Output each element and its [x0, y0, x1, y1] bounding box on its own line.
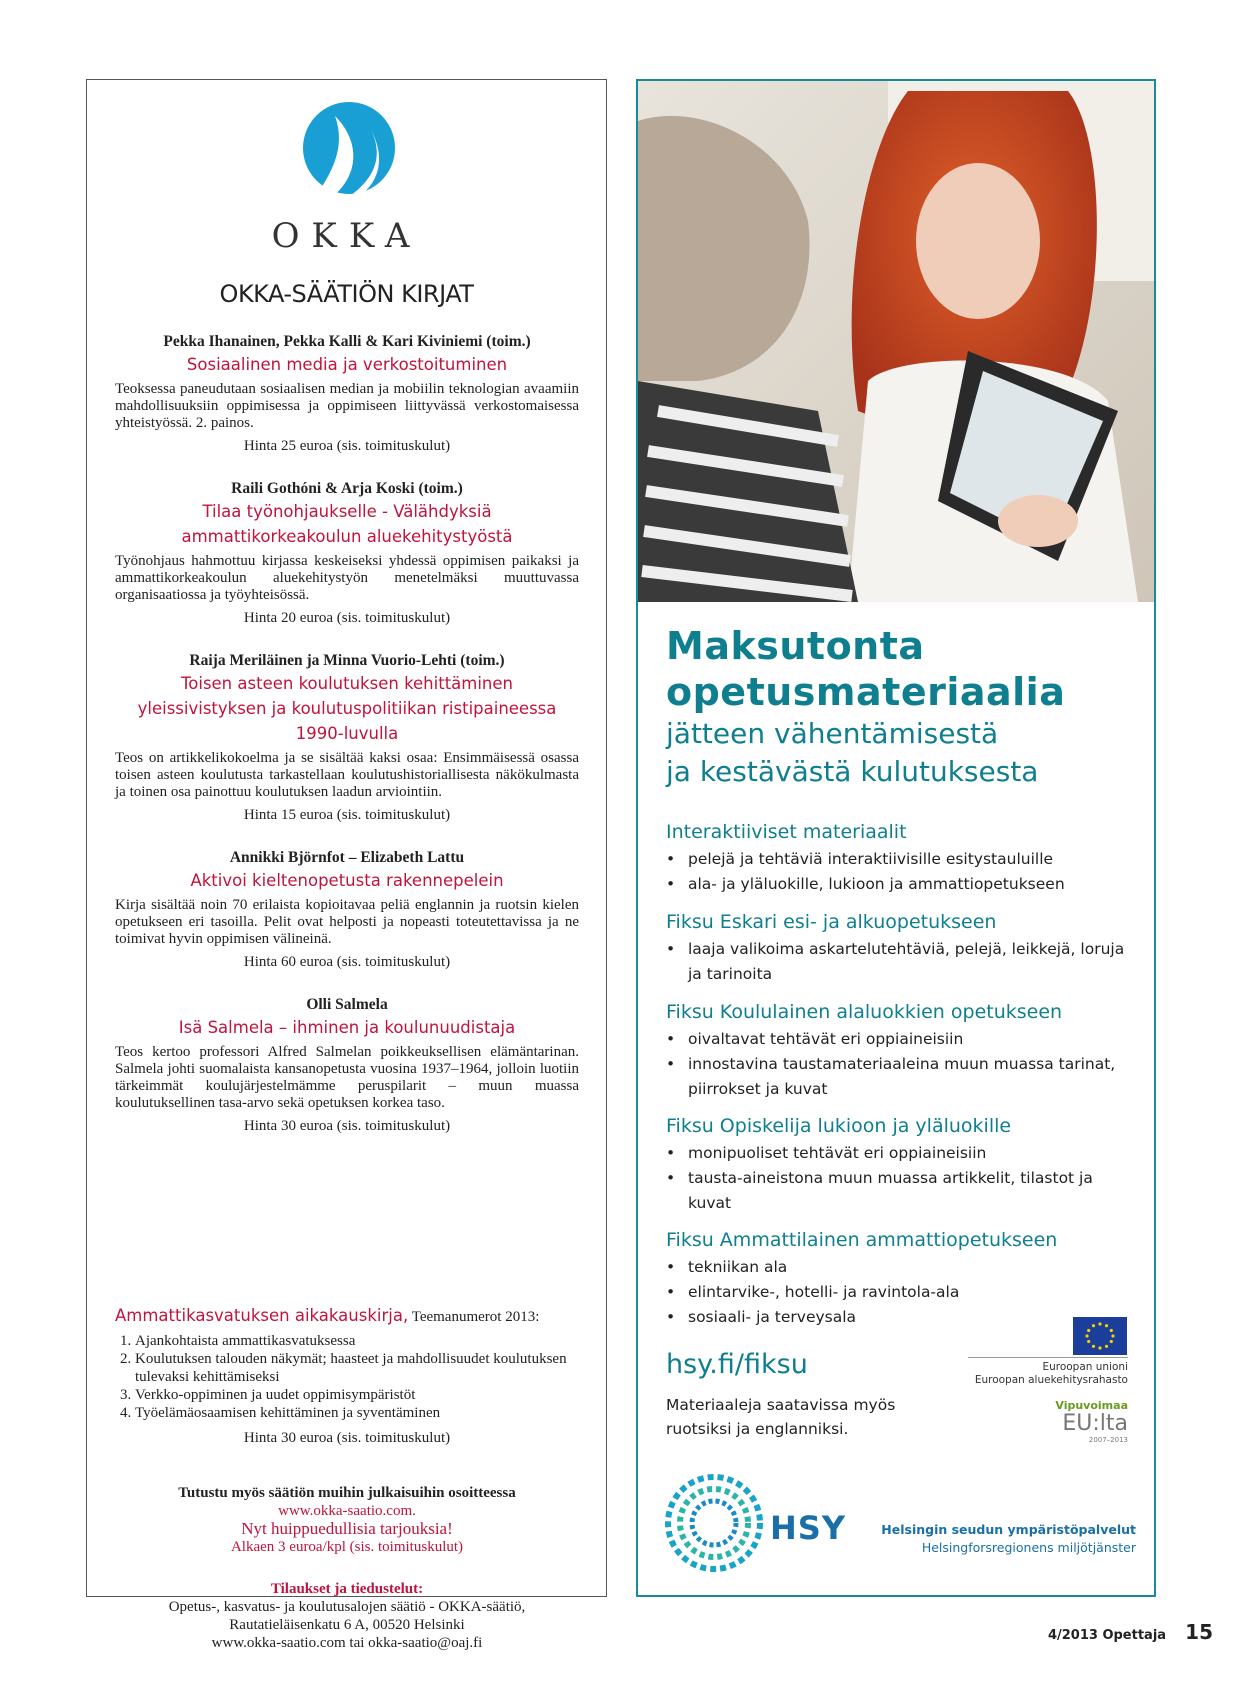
- section-list: [666, 847, 1136, 897]
- vipu-years: 2007–2013: [1088, 1436, 1128, 1444]
- material-section: [666, 909, 1136, 987]
- section-title: Interaktiiviset materiaalit: [666, 821, 907, 843]
- hsy-organization-name: [858, 1521, 1136, 1557]
- orders-contact-links[interactable]: www.okka-saatio.com tai okka-saatio@oaj.fi: [211, 1635, 483, 1651]
- material-section: [666, 999, 1136, 1102]
- section-list: [666, 937, 1136, 987]
- book-description: Teoksessa paneudutaan sosiaalisen median ja mobiilin teknologian avaamiin mahdollisuuksiin oppimisessa ja oppimiseen liittyvässä verkostomaisessa yhteistyössä. 2. painos.: [115, 381, 579, 431]
- section-list: [666, 1141, 1136, 1216]
- publications-line: Tutustu myös säätiön muihin julkaisuihin osoitteessa: [178, 1485, 516, 1501]
- okka-wordmark: OKKA: [271, 216, 422, 256]
- okka-books-heading: OKKA-SÄÄTIÖN KIRJAT: [219, 280, 474, 308]
- book-author: Annikki Björnfot – Elizabeth Lattu: [229, 849, 465, 866]
- eu-fund: Euroopan aluekehitysrahasto: [974, 1374, 1128, 1386]
- list-item: • elintarvike-, hotelli- ja ravintola-ala: [666, 1280, 1136, 1305]
- book-author: Raili Gothóni & Arja Koski (toim.): [231, 480, 463, 497]
- list-item: • ala- ja yläluokille, lukioon ja ammattiopetukseen: [666, 872, 1136, 897]
- page-number: 15: [1185, 1620, 1213, 1644]
- book-item: [115, 848, 579, 971]
- okka-advertisement: [86, 79, 607, 1651]
- material-section: [666, 819, 1136, 897]
- book-list: [115, 332, 579, 1159]
- hsy-advertisement: [636, 79, 1156, 1597]
- vipuvoimaa-text: Vipuvoimaa: [1055, 1399, 1128, 1412]
- vipuvoimaa-logo: [1018, 1399, 1128, 1444]
- orders-contact: [115, 1580, 579, 1652]
- orders-address: Rautatieläisenkatu 6 A, 00520 Helsinki: [229, 1617, 465, 1633]
- material-section: [666, 1227, 1136, 1330]
- issue-label: 4/2013 Opettaja: [1047, 1628, 1167, 1643]
- journal-subtitle: Teemanumerot 2013:: [411, 1309, 540, 1325]
- page-footer: [1048, 1620, 1213, 1644]
- hsy-logo-icon: [664, 1473, 764, 1573]
- student-tablet-photo: [638, 81, 1154, 602]
- journal-issue-list: [115, 1332, 579, 1422]
- eu-divider: [968, 1357, 1128, 1358]
- list-item: • tekniikan ala: [666, 1255, 1136, 1280]
- publications-note: [115, 1484, 579, 1556]
- orders-heading: Tilaukset ja tiedustelut:: [270, 1581, 424, 1597]
- book-title: Toisen asteen koulutuksen kehittäminen yleissivistyksen ja koulutuspolitiikan ristipaineessa 1990-luvulla: [137, 674, 557, 743]
- book-title: Sosiaalinen media ja verkostoituminen: [186, 355, 508, 374]
- list-item: • pelejä ja tehtäviä interaktiivisille esitystauluille: [666, 847, 1136, 872]
- book-author: Olli Salmela: [306, 996, 388, 1013]
- okka-logo-icon: [287, 98, 407, 198]
- book-author: Pekka Ihanainen, Pekka Kalli & Kari Kiviniemi (toim.): [163, 333, 531, 350]
- book-item: [115, 995, 579, 1135]
- journal-section: [115, 1306, 579, 1447]
- journal-issue: 1. Ajankohtaista ammattikasvatuksessa: [135, 1332, 579, 1350]
- section-list: [666, 1255, 1136, 1330]
- list-item: • tausta-aineistona muun muassa artikkelit, tilastot ja kuvat: [666, 1166, 1136, 1216]
- section-title: Fiksu Koululainen alaluokkien opetukseen: [666, 1001, 1063, 1023]
- section-title: Fiksu Eskari esi- ja alkuopetukseen: [666, 911, 997, 933]
- book-description: Työnohjaus hahmottuu kirjassa keskeiseksi yhdessä oppimisen paikaksi ja ammattikorkeakoulun aluekehitystyön menetelmäksi muuttuvassa organisaatiossa ja työyhteisössä.: [115, 553, 579, 603]
- eu-flag-icon: [1073, 1317, 1127, 1355]
- book-price: Hinta 25 euroa (sis. toimituskulut): [243, 438, 451, 454]
- hsy-fiksu-link[interactable]: hsy.fi/fiksu: [666, 1349, 808, 1380]
- book-price: Hinta 30 euroa (sis. toimituskulut): [243, 1118, 451, 1134]
- section-title: Fiksu Opiskelija lukioon ja yläluokille: [666, 1115, 1012, 1137]
- journal-issue: 2. Koulutuksen talouden näkymät; haasteet ja mahdollisuudet koulutuksen tulevaksi kehittämiseksi: [135, 1350, 579, 1386]
- hero-subtitle-line: ja kestävästä kulutuksesta: [666, 755, 1039, 788]
- eu-union: Euroopan unioni: [1042, 1361, 1128, 1373]
- book-title: Tilaa työnohjaukselle - Välähdyksiä ammattikorkeakoulun aluekehitystyöstä: [181, 502, 513, 546]
- hero-heading: [666, 623, 1136, 791]
- book-author: Raija Meriläinen ja Minna Vuorio-Lehti (toim.): [189, 652, 505, 669]
- hero-title-line: opetusmateriaalia: [666, 670, 1066, 714]
- journal-issue: 3. Verkko-oppiminen ja uudet oppimisympäristöt: [135, 1386, 579, 1404]
- section-list: [666, 1027, 1136, 1102]
- book-price: Hinta 60 euroa (sis. toimituskulut): [243, 954, 451, 970]
- list-item: • innostavina taustamateriaaleina muun muassa tarinat, piirrokset ja kuvat: [666, 1052, 1136, 1102]
- offer-text: Nyt huippuedullisia tarjouksia!: [241, 1519, 453, 1538]
- hsy-name-sv: Helsingforsregionens miljötjänster: [921, 1540, 1136, 1555]
- section-title: Fiksu Ammattilainen ammattiopetukseen: [666, 1229, 1058, 1251]
- eu-funding-text: [968, 1361, 1128, 1387]
- book-description: Kirja sisältää noin 70 erilaista kopioitavaa peliä englannin ja ruotsin kielen opetukseen eri tasoilla. Pelit ovat helposti ja nopeasti toteutettavissa ja ne toimivat hyvin oppimisen välineinä.: [115, 897, 579, 947]
- list-item: • sosiaali- ja terveysala: [666, 1305, 1136, 1330]
- book-item: [115, 479, 579, 627]
- book-price: Hinta 20 euroa (sis. toimituskulut): [243, 610, 451, 626]
- list-item: • oivaltavat tehtävät eri oppiaineisiin: [666, 1027, 1136, 1052]
- list-item: • laaja valikoima askartelutehtäviä, pelejä, leikkejä, loruja ja tarinoita: [666, 937, 1136, 987]
- book-item: [115, 651, 579, 824]
- book-title: Aktivoi kieltenopetusta rakennepelein: [190, 871, 504, 890]
- hsy-wordmark: HSY: [770, 1509, 846, 1547]
- book-title: Isä Salmela – ihminen ja koulunuudistaja: [178, 1018, 516, 1037]
- list-item: • monipuoliset tehtävät eri oppiaineisiin: [666, 1141, 1136, 1166]
- orders-line: Opetus-, kasvatus- ja koulutusalojen säätiö - OKKA-säätiö,: [168, 1599, 526, 1615]
- journal-issue: 4. Työelämäosaamisen kehittäminen ja syventäminen: [135, 1404, 579, 1422]
- language-note: Materiaaleja saatavissa myös ruotsiksi ja englanniksi.: [666, 1396, 896, 1438]
- offer-price: Alkaen 3 euroa/kpl (sis. toimituskulut): [230, 1539, 464, 1555]
- book-description: Teos kertoo professori Alfred Salmelan poikkeuksellisen elämäntarinan. Salmela johti suomalaista kansanopetusta vuosina 1937–1964, jolloin luotiin tärkeimmät koulujärjestelmämme peruspilarit – muun muassa koulutuksellinen tasa-arvo sekä opetuksen korkea taso.: [115, 1044, 579, 1111]
- material-section: [666, 1113, 1136, 1216]
- journal-title: Ammattikasvatuksen aikakauskirja,: [115, 1306, 409, 1325]
- eulta-text: EU:lta: [1062, 1411, 1128, 1436]
- book-description: Teos on artikkelikokoelma ja se sisältää kaksi osaa: Ensimmäisessä osassa toisen asteen koulutusta tarkastellaan koulutushistoriallisesta näkökulmasta ja toinen osa painottuu koulutuksen laadun arviointiin.: [115, 750, 579, 800]
- hero-subtitle-line: jätteen vähentämisestä: [666, 717, 999, 750]
- okka-website-link[interactable]: www.okka-saatio.com.: [278, 1503, 416, 1519]
- journal-price: Hinta 30 euroa (sis. toimituskulut): [243, 1430, 451, 1446]
- hero-title-line: Maksutonta: [666, 624, 925, 668]
- book-item: [115, 332, 579, 455]
- book-price: Hinta 15 euroa (sis. toimituskulut): [243, 807, 451, 823]
- hsy-name-fi: Helsingin seudun ympäristöpalvelut: [881, 1522, 1136, 1537]
